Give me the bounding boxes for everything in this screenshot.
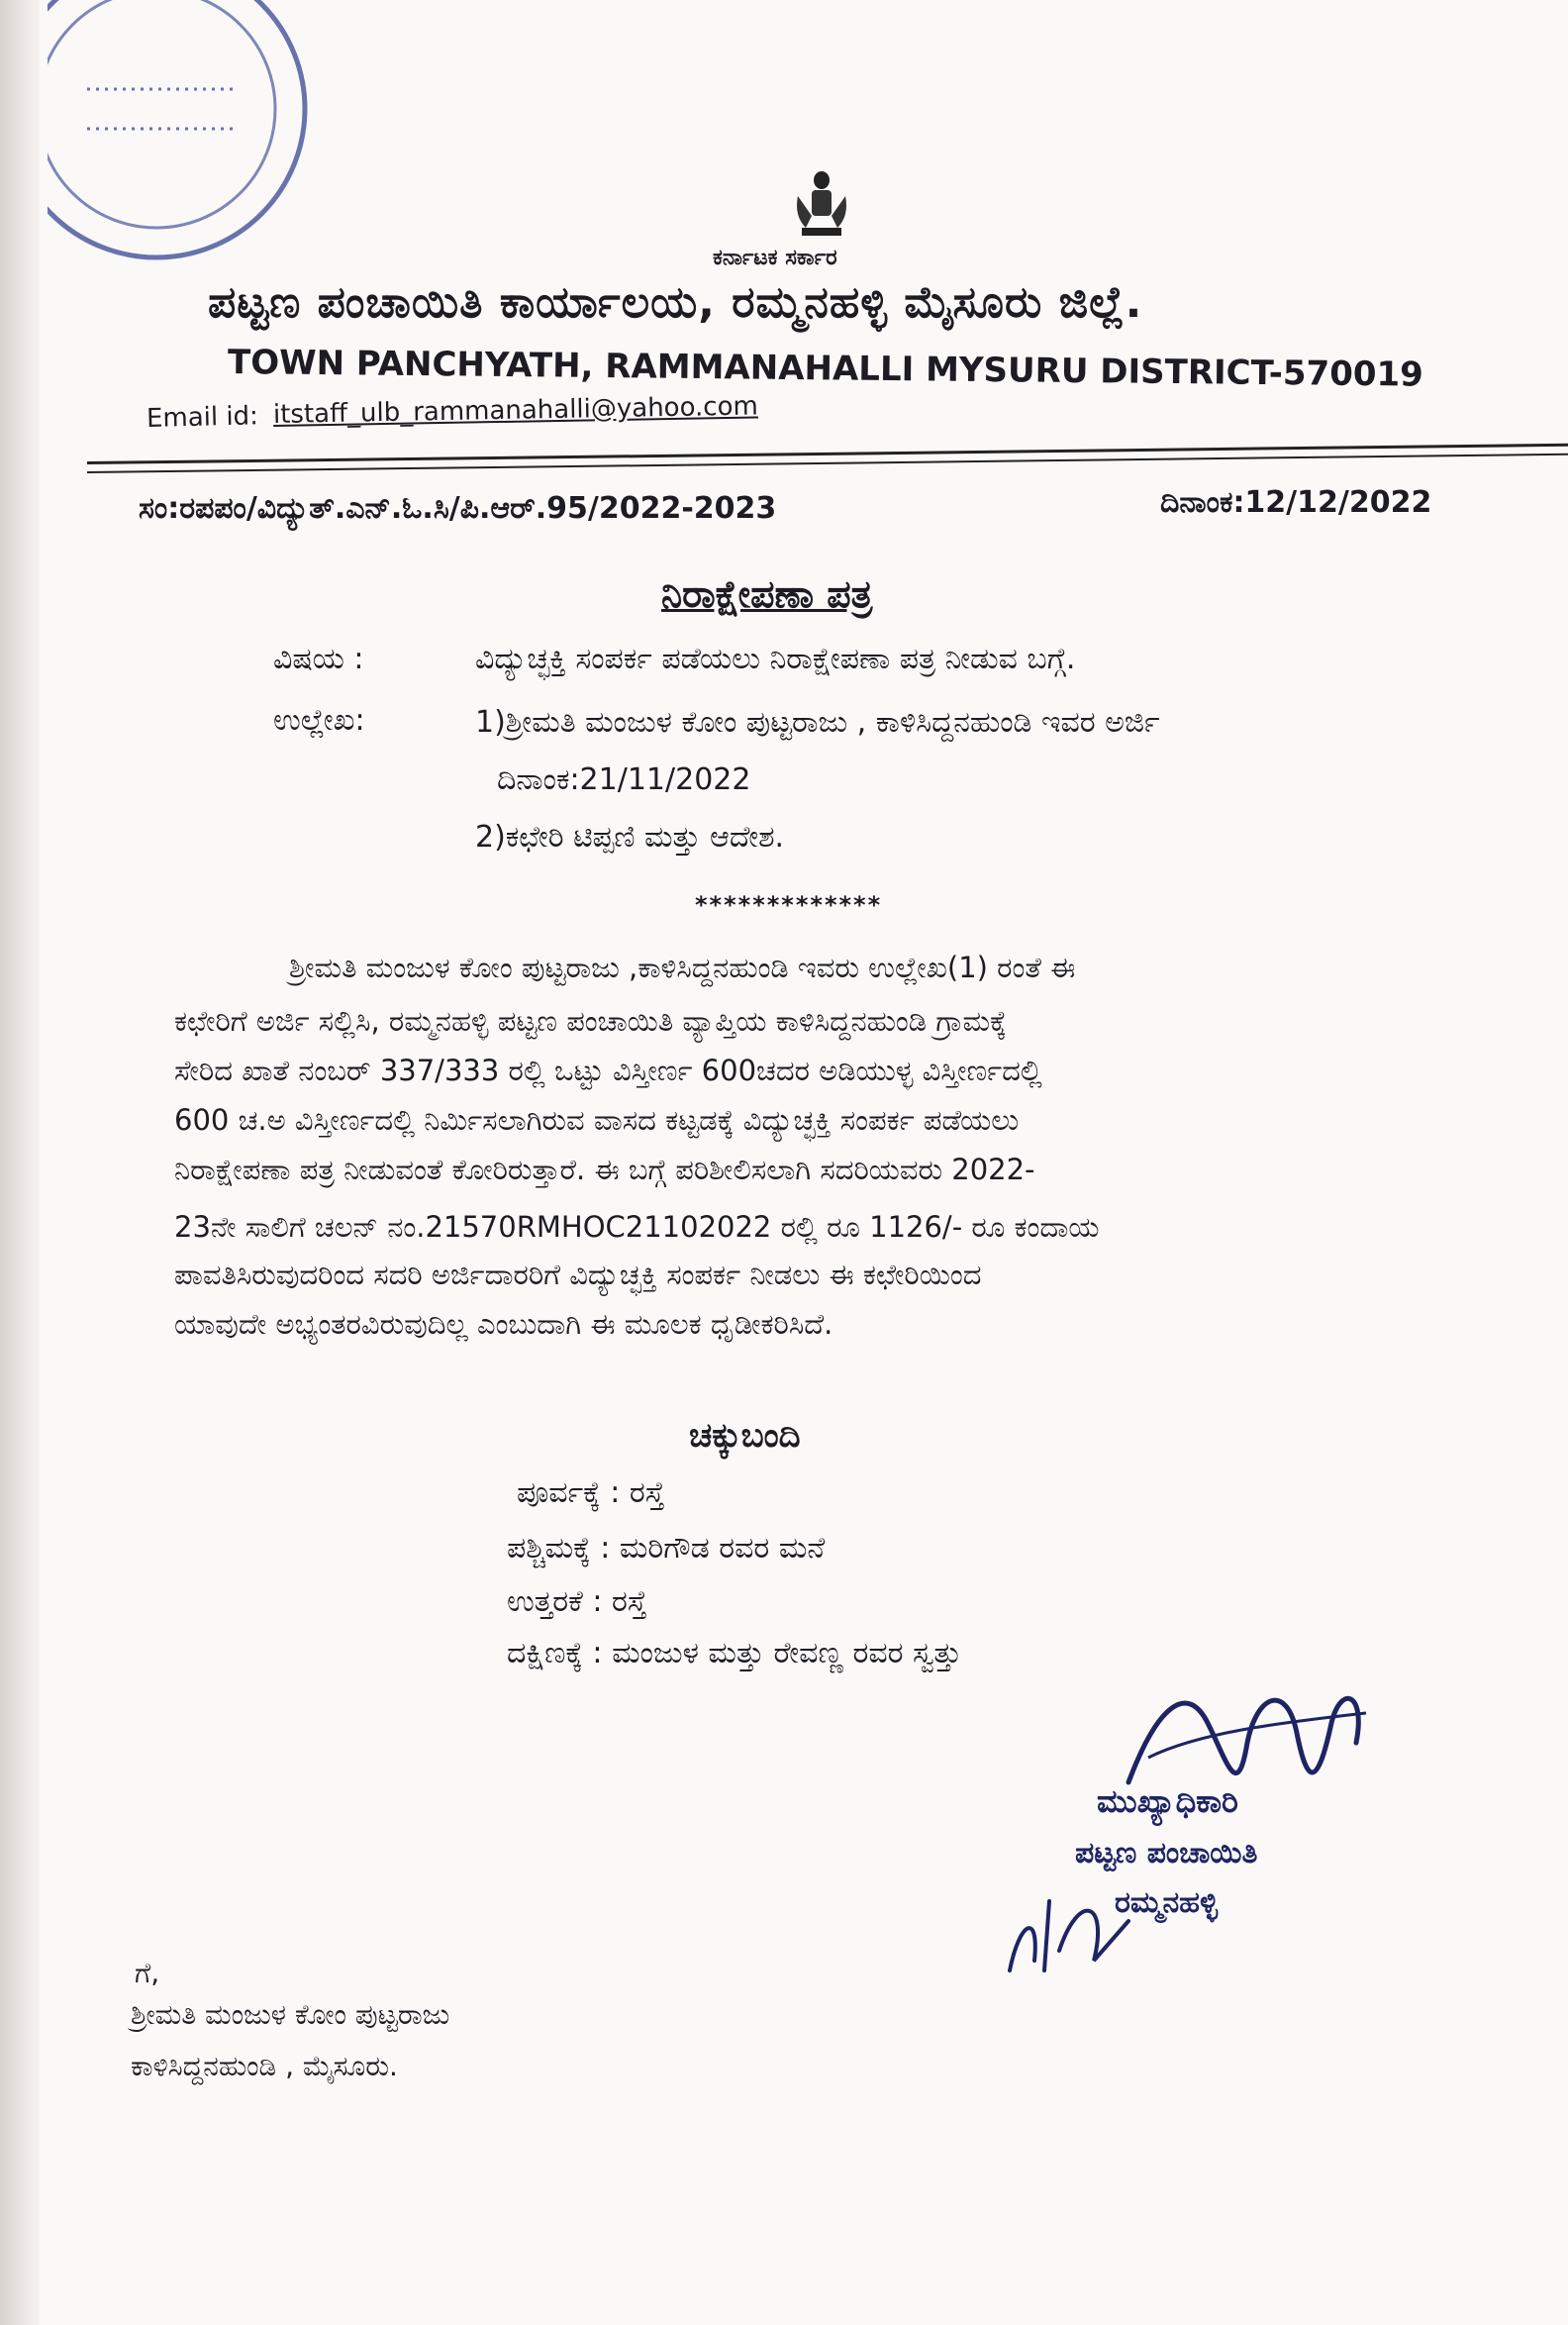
email-label: Email id: bbox=[146, 401, 259, 434]
signatory-place: ರಮ್ಮನಹಳ್ಳಿ bbox=[1115, 1885, 1219, 1920]
handwritten-initials-date bbox=[1000, 1862, 1148, 1990]
letter-date: ದಿನಾಂಕ:12/12/2022 bbox=[1160, 485, 1432, 520]
subject-text: ವಿದ್ಯುಚ್ಛಕ್ತಿ ಸಂಪರ್ಕ ಪಡೆಯಲು ನಿರಾಕ್ಷೇಪಣಾ ಪತ್ರ ನೀಡುವ ಬಗ್ಗೆ. bbox=[475, 642, 1076, 676]
office-title-english: TOWN PANCHYATH, RAMMANAHALLI MYSURU DISTRICT-570019 bbox=[227, 343, 1424, 395]
reference-number: ಸಂ:ರಪಪಂ/ವಿದ್ಯುತ್.ಎನ್.ಓ.ಸಿ/ಪಿ.ಆರ್.95/2022-2023 bbox=[139, 491, 777, 526]
govt-label: ಕರ್ನಾಟಕ ಸರ್ಕಾರ bbox=[713, 246, 837, 270]
office-title-kannada: ಪಟ್ಟಣ ಪಂಚಾಯಿತಿ ಕಾರ್ಯಾಲಯ, ರಮ್ಮನಹಳ್ಳಿ ಮೈಸೂರು ಜಿಲ್ಲೆ. bbox=[208, 277, 1143, 328]
reference-2: 2)ಕಛೇರಿ ಟಿಪ್ಪಣಿ ಮತ್ತು ಆದೇಶ. bbox=[475, 820, 785, 855]
recipient-to: ಗೆ, bbox=[135, 1957, 160, 1989]
reference-1-line-2: ದಿನಾಂಕ:21/11/2022 bbox=[497, 762, 751, 797]
header-rule-top bbox=[87, 443, 1568, 464]
boundary-west: ಪಶ್ಚಿಮಕ್ಕೆ : ಮರಿಗೌಡ ರವರ ಮನೆ bbox=[507, 1531, 826, 1566]
signatory-office: ಪಟ್ಟಣ ಪಂಚಾಯಿತಿ bbox=[1075, 1836, 1258, 1870]
boundary-north: ಉತ್ತರಕೆ : ರಸ್ತೆ bbox=[507, 1584, 647, 1619]
boundary-east: ಪೂರ್ವಕ್ಕೆ : ರಸ್ತೆ bbox=[517, 1475, 665, 1510]
body-line: ಕಛೇರಿಗೆ ಅರ್ಜಿ ಸಲ್ಲಿಸಿ, ರಮ್ಮನಹಳ್ಳಿ ಪಟ್ಟಣ ಪಂಚಾಯಿತಿ ವ್ಯಾಪ್ತಿಯ ಕಾಳಿಸಿದ್ದನಹುಂಡಿ ಗ್ರಾಮಕ್ಕೆ bbox=[174, 1004, 1007, 1038]
letter-page bbox=[40, 0, 1568, 2325]
reference-1-line-1: 1)ಶ್ರೀಮತಿ ಮಂಜುಳ ಕೋಂ ಪುಟ್ಟರಾಜು , ಕಾಳಿಸಿದ್ದನಹುಂಡಿ ಇವರ ಅರ್ಜಿ bbox=[475, 705, 1160, 740]
body-line: 23ನೇ ಸಾಲಿಗೆ ಚಲನ್ ನಂ.21570RMHOC21102022 ರಲ್ಲಿ ರೂ 1126/- ರೂ ಕಂದಾಯ bbox=[174, 1210, 1100, 1244]
body-line: ಪಾವತಿಸಿರುವುದರಿಂದ ಸದರಿ ಅರ್ಜಿದಾರರಿಗೆ ವಿದ್ಯುಚ್ಛಕ್ತಿ ಸಂಪರ್ಕ ನೀಡಲು ಈ ಕಛೇರಿಯಿಂದ bbox=[174, 1258, 982, 1291]
body-line: ನಿರಾಕ್ಷೇಪಣಾ ಪತ್ರ ನೀಡುವಂತೆ ಕೋರಿರುತ್ತಾರೆ. ಈ ಬಗ್ಗೆ ಪರಿಶೀಲಿಸಲಾಗಿ ಸದರಿಯವರು 2022- bbox=[174, 1153, 1035, 1186]
recipient-place: ಕಾಳಿಸಿದ್ದನಹುಂಡಿ , ಮೈಸೂರು. bbox=[131, 2050, 398, 2082]
email-link[interactable]: itstaff_ulb_rammanahalli@yahoo.com bbox=[272, 391, 759, 430]
signatory-title: ಮುಖ್ಯಾಧಿಕಾರಿ bbox=[1097, 1782, 1238, 1820]
body-line: ಸೇರಿದ ಖಾತೆ ನಂಬರ್ 337/333 ರಲ್ಲಿ ಒಟ್ಟು ವಿಸ್ತೀರ್ಣ 600ಚದರ ಅಡಿಯುಳ್ಳ ವಿಸ್ತೀರ್ಣದಲ್ಲಿ bbox=[174, 1054, 1042, 1087]
letter-title: ನಿರಾಕ್ಷೇಪಣಾ ಪತ್ರ bbox=[661, 572, 873, 616]
page-edge bbox=[0, 0, 40, 2325]
boundaries-title: ಚಕ್ಕುಬಂದಿ bbox=[689, 1416, 801, 1456]
body-line: ಶ್ರೀಮತಿ ಮಂಜುಳ ಕೋಂ ಪುಟ್ಟರಾಜು ,ಕಾಳಿಸಿದ್ದನಹುಂಡಿ ಇವರು ಉಲ್ಲೇಖ(1) ರಂತೆ ಈ bbox=[289, 951, 1076, 984]
karnataka-emblem-icon bbox=[792, 166, 851, 246]
body-line: 600 ಚ.ಅ ವಿಸ್ತೀರ್ಣದಲ್ಲಿ ನಿರ್ಮಿಸಲಾಗಿರುವ ವಾಸದ ಕಟ್ಟಡಕ್ಕೆ ವಿದ್ಯುಚ್ಛಕ್ತಿ ಸಂಪರ್ಕ ಪಡೆಯಲು bbox=[174, 1103, 1020, 1137]
separator-stars: ************* bbox=[695, 891, 883, 919]
body-line: ಯಾವುದೇ ಅಭ್ಯಂತರವಿರುವುದಿಲ್ಲ ಎಂಬುದಾಗಿ ಈ ಮೂಲಕ ಧೃಡೀಕರಿಸಿದೆ. bbox=[174, 1307, 833, 1341]
header-rule-bottom bbox=[87, 453, 1568, 473]
boundary-south: ದಕ್ಷಿಣಕ್ಕೆ : ಮಂಜುಳ ಮತ್ತು ರೇವಣ್ಣ ರವರ ಸ್ವತ್ತು bbox=[507, 1636, 962, 1670]
references-label: ಉಲ್ಲೇಖ: bbox=[273, 703, 365, 738]
subject-label: ವಿಷಯ : bbox=[273, 642, 364, 676]
recipient-name: ಶ್ರೀಮತಿ ಮಂಜುಳ ಕೋಂ ಪುಟ್ಟರಾಜು bbox=[131, 1998, 450, 2031]
